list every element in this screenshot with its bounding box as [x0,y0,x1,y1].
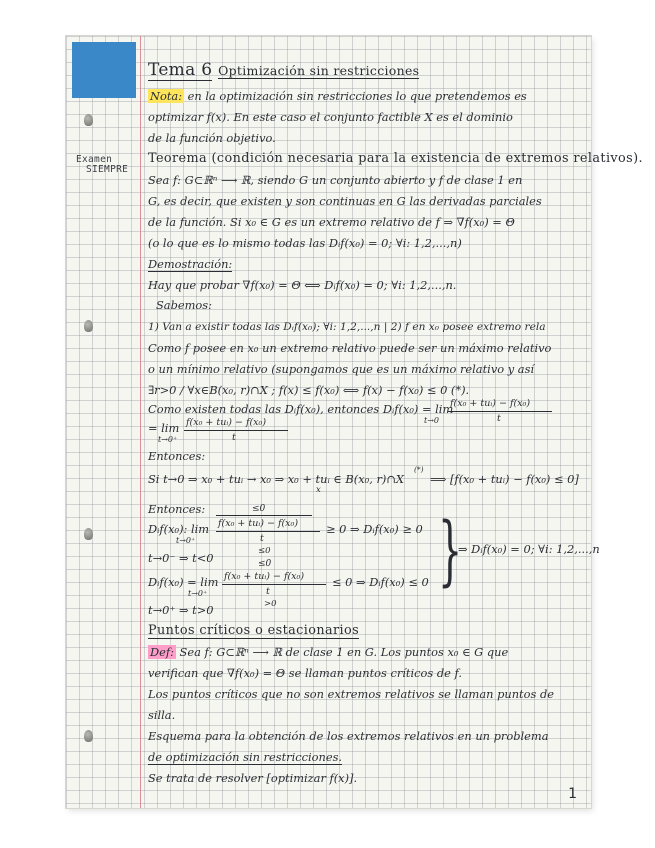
teorema-line-3: de la función. Si x₀ ∈ G es un extremo relativo de f ⇒ ∇f(x₀) = Θ [148,215,515,229]
limit-def-text: Como existen todas las Dᵢf(x₀), entonces Dᵢf(x₀) = lim [148,402,454,416]
title-text: Tema 6 [148,60,213,80]
demostracion-heading [148,257,232,271]
left-limit-result: ≥ 0 ⇒ Dᵢf(x₀) ≥ 0 [326,522,423,536]
demostracion-line-1: Hay que probar ∇f(x₀) = Θ ⟺ Dᵢf(x₀) = 0; ∀i: 1,2,...,n. [148,278,457,292]
page-number: 1 [568,786,577,802]
def-text-1: Sea f: G⊂ℝⁿ ⟶ ℝ de clase 1 en G. Los puntos x₀ ∈ G que [175,645,509,659]
limit-right-denominator: t [232,432,236,443]
esquema-line-3: Se trata de resolver [optimizar f(x)]. [148,771,358,785]
binder-hole [84,320,93,332]
teorema-line-2: G, es decir, que existen y son continuas en G las derivadas parciales [148,194,542,208]
puntos-criticos-heading [148,624,359,638]
def-line-1 [148,645,508,659]
margin-line [140,36,141,808]
right-limit-result: ≤ 0 ⇒ Dᵢf(x₀) ≤ 0 [332,575,429,589]
def-line-3: Los puntos críticos que no son extremos relativos se llaman puntos de [148,687,554,701]
left-limit-text: Dᵢf(x₀): lim [148,522,210,536]
teorema-line-1: Sea f: G⊂ℝⁿ ⟶ ℝ, siendo G un conjunto abierto y f de clase 1 en [148,173,523,187]
right-limit-numerator: f(x₀ + tuᵢ) − f(x₀) [224,571,305,582]
margin-note-examen: Examen [76,154,113,165]
def-line-2: verifican que ∇f(x₀) = Θ se llaman puntos críticos de f. [148,666,462,680]
sign-bar-top [216,515,312,516]
left-limit-fraction-bar [216,531,320,532]
limit-right-numerator: f(x₀ + tuᵢ) − f(x₀) [186,417,267,428]
t-negative: t→0⁻ ⇒ t<0 [148,551,214,565]
left-limit-den-sign: ≤0 [258,546,271,556]
sabemos-label: Sabemos: [156,298,212,312]
margin-note-siempre: SIEMPRE [86,164,129,175]
left-limit-subscript: t→0⁺ [176,536,196,545]
page-title [148,60,420,80]
demostracion-label: Demostración: [148,257,233,271]
entonces-1: Entonces: [148,449,206,463]
nota-line-1 [148,89,527,103]
nota-line-2: optimizar f(x). En este caso el conjunto factible X es el dominio [148,110,513,124]
limit-def-numerator: f(x₀ + tuᵢ) − f(x₀) [450,398,531,409]
entonces-1-x: x [316,485,321,495]
right-limit-denominator: t [266,586,270,597]
left-limit-denominator: t [260,533,264,544]
puntos-criticos-label: Puntos críticos o estacionarios [148,623,360,638]
sabemos-line-2: Como f posee en x₀ un extremo relativo puede ser un máximo relativo [148,341,552,355]
binder-hole [84,730,93,742]
def-line-4: silla. [148,708,176,722]
nota-label: Nota: [150,89,183,103]
sabemos-line-4: ∃r>0 / ∀x∈B(x₀, r)∩X ; f(x) ≤ f(x₀) ⟺ f(x) − f(x₀) ≤ 0 (*). [148,383,470,397]
teorema-line-4: (o lo que es lo mismo todas las Dᵢf(x₀) = 0; ∀i: 1,2,...,n) [148,236,462,250]
conclusion-brace: } [438,505,463,594]
right-limit-text: Dᵢf(x₀) = lim [148,575,219,589]
esquema-line-2 [148,750,342,764]
entonces-1-line: Si t→0 ⇒ x₀ + tuᵢ → x₀ ⇒ x₀ + tuᵢ ∈ B(x₀, r)∩X [148,472,405,486]
limit-def-denominator: t [497,413,501,424]
entonces-1-star: (*) [414,465,424,474]
right-limit-fraction-bar [222,584,326,585]
sabemos-line-1: 1) Van a existir todas las Dᵢf(x₀); ∀i: 1,2,...,n | 2) f en x₀ posee extremo rela [148,321,546,333]
esquema-text-2: de optimización sin restricciones. [148,750,343,764]
def-label: Def: [150,645,174,659]
right-limit-den-sign: >0 [264,599,277,609]
esquema-line-1: Esquema para la obtención de los extremos relativos en un problema [148,729,549,743]
conclusion-text: ⇒ Dᵢf(x₀) = 0; ∀i: 1,2,...,n [458,542,600,556]
nota-line-3: de la función objetivo. [148,131,276,145]
limit-right-text: = lim [148,421,180,435]
binder-hole [84,528,93,540]
limit-right-subscript: t→0⁺ [158,435,178,444]
corner-tab [72,42,136,98]
notebook-page [66,36,643,808]
binder-hole [84,114,93,126]
limit-def-subscript: t→0 [424,416,440,425]
sign-le0-top: ≤0 [252,504,266,514]
title-subtitle: Optimización sin restricciones [218,63,420,78]
limit-right-fraction-bar [184,430,288,431]
t-positive: t→0⁺ ⇒ t>0 [148,603,214,617]
nota-text-1: en la optimización sin restricciones lo que pretendemos es [184,89,527,103]
entonces-1-tail: ⟹ [f(x₀ + tuᵢ) − f(x₀) ≤ 0] [430,472,579,486]
teorema-heading: Teorema (condición necesaria para la existencia de extremos relativos). [148,151,643,166]
sabemos-line-3: o un mínimo relativo (supongamos que es un máximo relativo y así [148,362,535,376]
left-limit-numerator: f(x₀ + tuᵢ) − f(x₀) [218,518,299,529]
entonces-2: Entonces: [148,502,206,516]
right-limit-subscript: t→0⁺ [188,589,208,598]
sign-le0-mid: ≤0 [258,559,272,569]
